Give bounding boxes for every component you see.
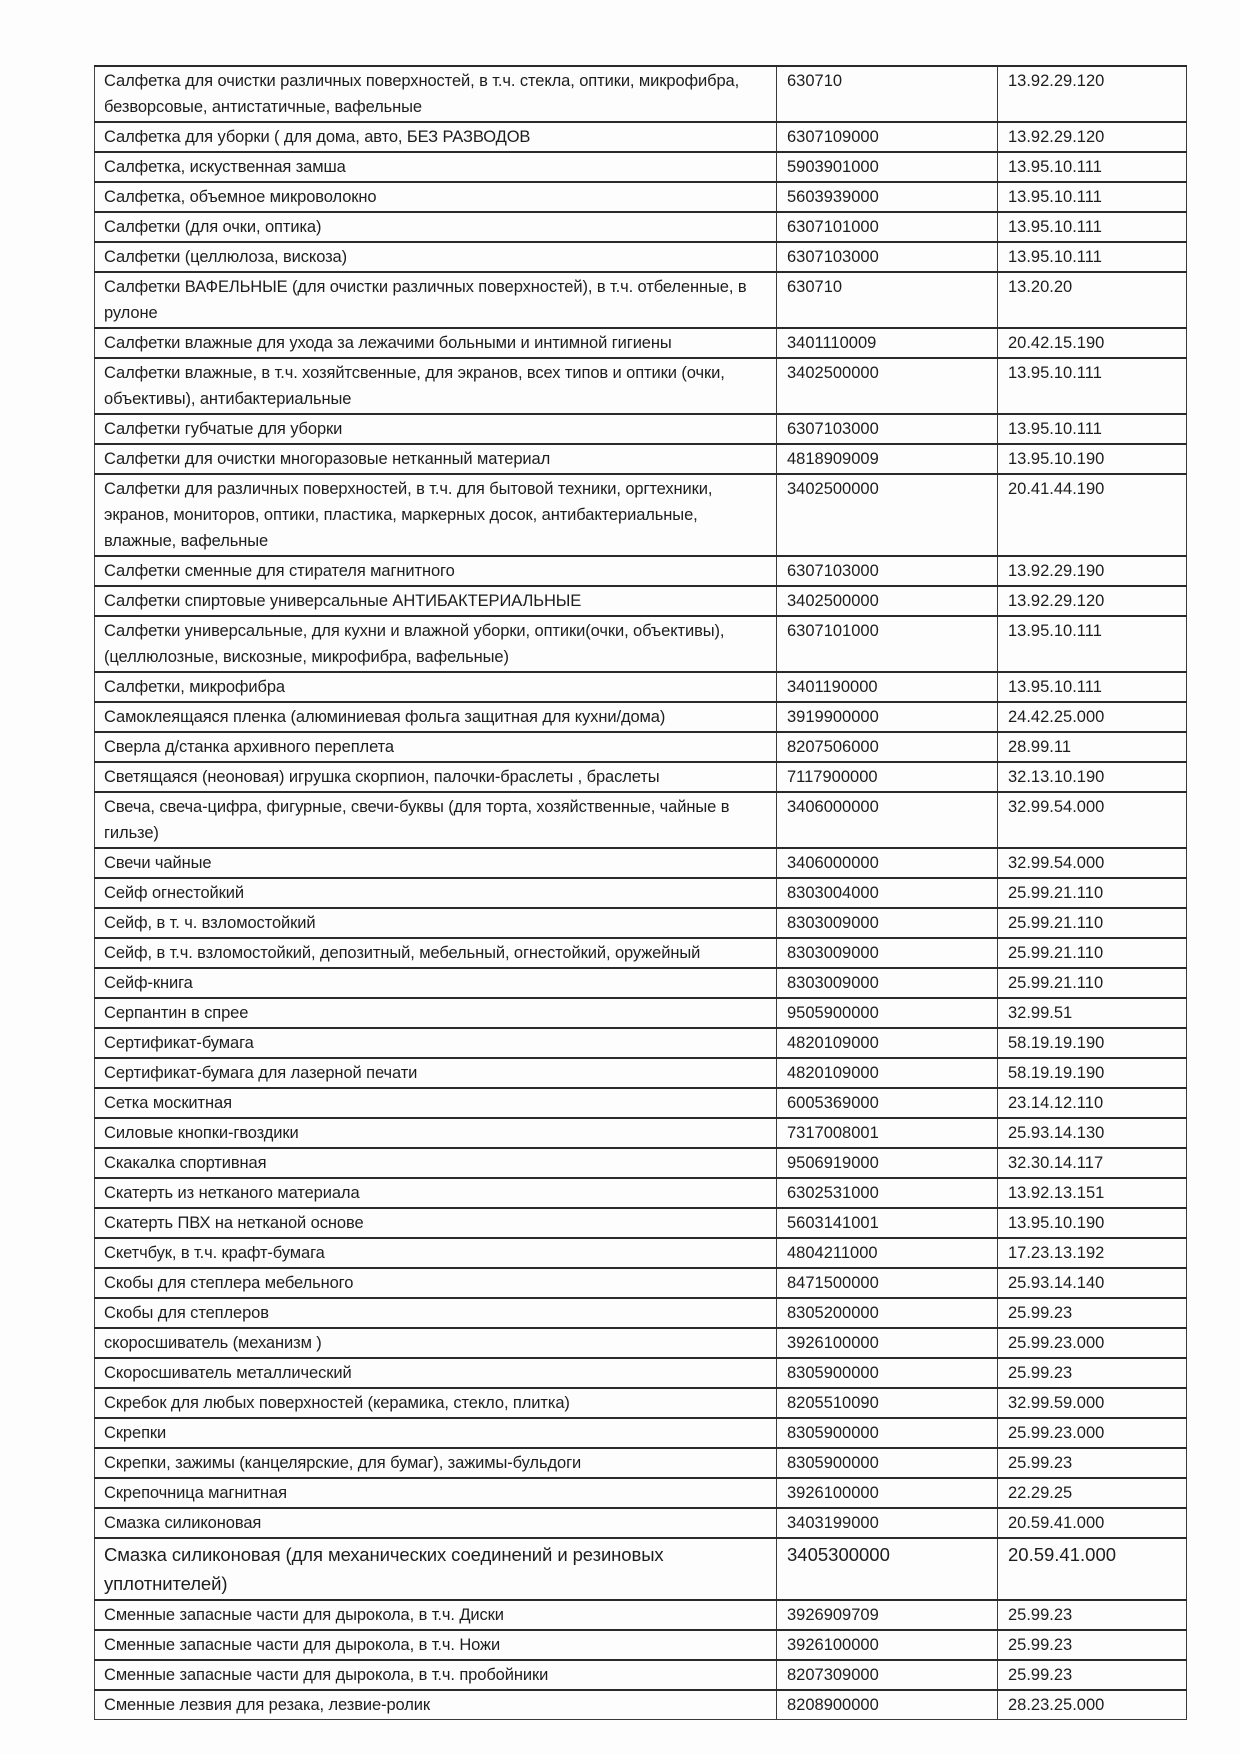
tn-ved-code-cell: 7117900000 — [777, 762, 998, 792]
product-name-cell: Сверла д/станка архивного переплета — [95, 732, 777, 762]
okpd2-code-cell: 32.99.51 — [998, 998, 1187, 1028]
table-row — [95, 702, 1187, 732]
product-name-cell: Сменные запасные части для дырокола, в т.ч. Диски — [95, 1600, 777, 1630]
tn-ved-code-cell: 630710 — [777, 272, 998, 328]
table-row — [95, 938, 1187, 968]
table-row — [95, 358, 1187, 414]
okpd2-code-cell: 25.99.21.110 — [998, 908, 1187, 938]
table-row — [95, 414, 1187, 444]
table-row — [95, 1058, 1187, 1088]
tn-ved-code-cell: 3402500000 — [777, 474, 998, 556]
product-code-table — [94, 65, 1187, 1720]
okpd2-code-cell: 25.99.23 — [998, 1630, 1187, 1660]
product-name-cell: Салфетка, объемное микроволокно — [95, 182, 777, 212]
product-name-cell: Сейф, в т.ч. взломостойкий, депозитный, мебельный, огнестойкий, оружейный — [95, 938, 777, 968]
okpd2-code-cell: 13.20.20 — [998, 272, 1187, 328]
tn-ved-code-cell: 3919900000 — [777, 702, 998, 732]
product-name-cell: Салфетки универсальные, для кухни и влажной уборки, оптики(очки, объективы), (целлюлозные, вискозные, микрофибра, вафельные) — [95, 616, 777, 672]
tn-ved-code-cell: 4818909009 — [777, 444, 998, 474]
tn-ved-code-cell: 5603939000 — [777, 182, 998, 212]
product-name-cell: Самоклеящаяся пленка (алюминиевая фольга защитная для кухни/дома) — [95, 702, 777, 732]
tn-ved-code-cell: 8303009000 — [777, 938, 998, 968]
tn-ved-code-cell: 6307103000 — [777, 414, 998, 444]
tn-ved-code-cell: 6005369000 — [777, 1088, 998, 1118]
product-name-cell: Салфетки для различных поверхностей, в т.ч. для бытовой техники, оргтехники, экранов, мониторов, оптики, пластика, маркерных досок, антибактериальные, влажные, вафельные — [95, 474, 777, 556]
product-name-cell: Сертификат-бумага для лазерной печати — [95, 1058, 777, 1088]
okpd2-code-cell: 25.93.14.140 — [998, 1268, 1187, 1298]
okpd2-code-cell: 13.92.29.120 — [998, 586, 1187, 616]
product-name-cell: Скоросшиватель металлический — [95, 1358, 777, 1388]
table-row — [95, 1358, 1187, 1388]
table-row — [95, 1418, 1187, 1448]
product-name-cell: Скетчбук, в т.ч. крафт-бумага — [95, 1238, 777, 1268]
tn-ved-code-cell: 5903901000 — [777, 152, 998, 182]
table-row — [95, 152, 1187, 182]
okpd2-code-cell: 25.99.21.110 — [998, 968, 1187, 998]
table-row — [95, 848, 1187, 878]
product-name-cell: Серпантин в спрее — [95, 998, 777, 1028]
okpd2-code-cell: 25.99.21.110 — [998, 878, 1187, 908]
okpd2-code-cell: 25.99.23 — [998, 1358, 1187, 1388]
product-name-cell: Сменные лезвия для резака, лезвие-ролик — [95, 1690, 777, 1720]
okpd2-code-cell: 13.95.10.111 — [998, 358, 1187, 414]
okpd2-code-cell: 58.19.19.190 — [998, 1058, 1187, 1088]
table-row — [95, 1600, 1187, 1630]
okpd2-code-cell: 20.59.41.000 — [998, 1538, 1187, 1600]
product-name-cell: Салфетки (для очки, оптика) — [95, 212, 777, 242]
table-row — [95, 1630, 1187, 1660]
okpd2-code-cell: 25.99.23 — [998, 1660, 1187, 1690]
tn-ved-code-cell: 8205510090 — [777, 1388, 998, 1418]
table-row — [95, 762, 1187, 792]
product-name-cell: скоросшиватель (механизм ) — [95, 1328, 777, 1358]
okpd2-code-cell: 32.99.54.000 — [998, 848, 1187, 878]
table-row — [95, 272, 1187, 328]
tn-ved-code-cell: 8303009000 — [777, 968, 998, 998]
table-row — [95, 212, 1187, 242]
table-body — [95, 66, 1187, 1720]
tn-ved-code-cell: 8305900000 — [777, 1358, 998, 1388]
okpd2-code-cell: 58.19.19.190 — [998, 1028, 1187, 1058]
table-row — [95, 1298, 1187, 1328]
product-name-cell: Свечи чайные — [95, 848, 777, 878]
okpd2-code-cell: 32.99.59.000 — [998, 1388, 1187, 1418]
table-row — [95, 1388, 1187, 1418]
table-row — [95, 732, 1187, 762]
product-name-cell: Салфетки влажные, в т.ч. хозяйтсвенные, для экранов, всех типов и оптики (очки, объективы), антибактериальные — [95, 358, 777, 414]
table-row — [95, 474, 1187, 556]
tn-ved-code-cell: 6307103000 — [777, 556, 998, 586]
product-name-cell: Скобы для степлера мебельного — [95, 1268, 777, 1298]
okpd2-code-cell: 32.30.14.117 — [998, 1148, 1187, 1178]
table-row — [95, 1088, 1187, 1118]
product-name-cell: Сменные запасные части для дырокола, в т.ч. пробойники — [95, 1660, 777, 1690]
okpd2-code-cell: 13.92.29.120 — [998, 122, 1187, 152]
okpd2-code-cell: 13.95.10.111 — [998, 182, 1187, 212]
product-name-cell: Скрепочница магнитная — [95, 1478, 777, 1508]
tn-ved-code-cell: 3401110009 — [777, 328, 998, 358]
tn-ved-code-cell: 6307101000 — [777, 616, 998, 672]
product-name-cell: Сейф огнестойкий — [95, 878, 777, 908]
tn-ved-code-cell: 8303004000 — [777, 878, 998, 908]
okpd2-code-cell: 13.92.13.151 — [998, 1178, 1187, 1208]
tn-ved-code-cell: 3926909709 — [777, 1600, 998, 1630]
table-row — [95, 908, 1187, 938]
product-name-cell: Салфетка, искуственная замша — [95, 152, 777, 182]
okpd2-code-cell: 13.95.10.111 — [998, 212, 1187, 242]
tn-ved-code-cell: 6307103000 — [777, 242, 998, 272]
product-name-cell: Скатерть из нетканого материала — [95, 1178, 777, 1208]
okpd2-code-cell: 13.95.10.111 — [998, 242, 1187, 272]
tn-ved-code-cell: 6307109000 — [777, 122, 998, 152]
tn-ved-code-cell: 9505900000 — [777, 998, 998, 1028]
table-row — [95, 1148, 1187, 1178]
product-name-cell: Салфетка для уборки ( для дома, авто, БЕЗ РАЗВОДОВ — [95, 122, 777, 152]
table-row — [95, 1178, 1187, 1208]
table-row — [95, 1238, 1187, 1268]
okpd2-code-cell: 28.23.25.000 — [998, 1690, 1187, 1720]
table-row — [95, 1328, 1187, 1358]
product-name-cell: Светящаяся (неоновая) игрушка скорпион, палочки-браслеты , браслеты — [95, 762, 777, 792]
tn-ved-code-cell: 7317008001 — [777, 1118, 998, 1148]
okpd2-code-cell: 32.99.54.000 — [998, 792, 1187, 848]
table-row — [95, 1508, 1187, 1538]
product-name-cell: Скрепки, зажимы (канцелярские, для бумаг), зажимы-бульдоги — [95, 1448, 777, 1478]
okpd2-code-cell: 25.99.23 — [998, 1298, 1187, 1328]
table-row — [95, 242, 1187, 272]
product-name-cell: Салфетки, микрофибра — [95, 672, 777, 702]
product-name-cell: Сменные запасные части для дырокола, в т.ч. Ножи — [95, 1630, 777, 1660]
product-name-cell: Скрепки — [95, 1418, 777, 1448]
okpd2-code-cell: 25.99.23.000 — [998, 1418, 1187, 1448]
okpd2-code-cell: 32.13.10.190 — [998, 762, 1187, 792]
product-name-cell: Салфетки ВАФЕЛЬНЫЕ (для очистки различных поверхностей), в т.ч. отбеленные, в рулоне — [95, 272, 777, 328]
tn-ved-code-cell: 9506919000 — [777, 1148, 998, 1178]
tn-ved-code-cell: 8303009000 — [777, 908, 998, 938]
product-name-cell: Салфетка для очистки различных поверхностей, в т.ч. стекла, оптики, микрофибра, безворсовые, антистатичные, вафельные — [95, 66, 777, 122]
product-name-cell: Салфетки для очистки многоразовые нетканный материал — [95, 444, 777, 474]
tn-ved-code-cell: 3402500000 — [777, 586, 998, 616]
okpd2-code-cell: 13.95.10.190 — [998, 1208, 1187, 1238]
table-row — [95, 1478, 1187, 1508]
tn-ved-code-cell: 4804211000 — [777, 1238, 998, 1268]
tn-ved-code-cell: 8305200000 — [777, 1298, 998, 1328]
okpd2-code-cell: 23.14.12.110 — [998, 1088, 1187, 1118]
product-name-cell: Салфетки сменные для стирателя магнитного — [95, 556, 777, 586]
tn-ved-code-cell: 3926100000 — [777, 1630, 998, 1660]
table-row — [95, 1448, 1187, 1478]
product-name-cell: Скакалка спортивная — [95, 1148, 777, 1178]
table-row — [95, 1538, 1187, 1600]
table-row — [95, 444, 1187, 474]
table-row — [95, 998, 1187, 1028]
tn-ved-code-cell: 8208900000 — [777, 1690, 998, 1720]
tn-ved-code-cell: 3403199000 — [777, 1508, 998, 1538]
table-row — [95, 616, 1187, 672]
okpd2-code-cell: 24.42.25.000 — [998, 702, 1187, 732]
product-name-cell: Салфетки влажные для ухода за лежачими больными и интимной гигиены — [95, 328, 777, 358]
tn-ved-code-cell: 3406000000 — [777, 848, 998, 878]
tn-ved-code-cell: 4820109000 — [777, 1028, 998, 1058]
table-row — [95, 1690, 1187, 1720]
tn-ved-code-cell: 8305900000 — [777, 1448, 998, 1478]
okpd2-code-cell: 22.29.25 — [998, 1478, 1187, 1508]
tn-ved-code-cell: 3926100000 — [777, 1478, 998, 1508]
tn-ved-code-cell: 3405300000 — [777, 1538, 998, 1600]
okpd2-code-cell: 13.95.10.111 — [998, 616, 1187, 672]
tn-ved-code-cell: 8207309000 — [777, 1660, 998, 1690]
table-row — [95, 1028, 1187, 1058]
table-row — [95, 328, 1187, 358]
okpd2-code-cell: 17.23.13.192 — [998, 1238, 1187, 1268]
table-row — [95, 1660, 1187, 1690]
tn-ved-code-cell: 3402500000 — [777, 358, 998, 414]
table-row — [95, 586, 1187, 616]
tn-ved-code-cell: 4820109000 — [777, 1058, 998, 1088]
product-name-cell: Салфетки губчатые для уборки — [95, 414, 777, 444]
table-row — [95, 1208, 1187, 1238]
tn-ved-code-cell: 3926100000 — [777, 1328, 998, 1358]
table-row — [95, 182, 1187, 212]
product-name-cell: Сейф-книга — [95, 968, 777, 998]
product-name-cell: Скатерть ПВХ на нетканой основе — [95, 1208, 777, 1238]
table-row — [95, 1118, 1187, 1148]
okpd2-code-cell: 13.92.29.190 — [998, 556, 1187, 586]
table-row — [95, 792, 1187, 848]
okpd2-code-cell: 13.95.10.190 — [998, 444, 1187, 474]
product-name-cell: Сейф, в т. ч. взломостойкий — [95, 908, 777, 938]
tn-ved-code-cell: 8471500000 — [777, 1268, 998, 1298]
okpd2-code-cell: 28.99.11 — [998, 732, 1187, 762]
table-row — [95, 556, 1187, 586]
okpd2-code-cell: 25.99.23 — [998, 1448, 1187, 1478]
tn-ved-code-cell: 8207506000 — [777, 732, 998, 762]
product-name-cell: Салфетки спиртовые универсальные АНТИБАКТЕРИАЛЬНЫЕ — [95, 586, 777, 616]
tn-ved-code-cell: 6302531000 — [777, 1178, 998, 1208]
product-name-cell: Сертификат-бумага — [95, 1028, 777, 1058]
tn-ved-code-cell: 630710 — [777, 66, 998, 122]
table-row — [95, 122, 1187, 152]
table-row — [95, 66, 1187, 122]
okpd2-code-cell: 25.99.23.000 — [998, 1328, 1187, 1358]
okpd2-code-cell: 25.93.14.130 — [998, 1118, 1187, 1148]
product-name-cell: Смазка силиконовая (для механических соединений и резиновых уплотнителей) — [95, 1538, 777, 1600]
product-name-cell: Скобы для степлеров — [95, 1298, 777, 1328]
product-name-cell: Салфетки (целлюлоза, вискоза) — [95, 242, 777, 272]
product-name-cell: Скребок для любых поверхностей (керамика, стекло, плитка) — [95, 1388, 777, 1418]
table-row — [95, 968, 1187, 998]
table-row — [95, 878, 1187, 908]
okpd2-code-cell: 25.99.21.110 — [998, 938, 1187, 968]
okpd2-code-cell: 25.99.23 — [998, 1600, 1187, 1630]
tn-ved-code-cell: 3401190000 — [777, 672, 998, 702]
tn-ved-code-cell: 8305900000 — [777, 1418, 998, 1448]
okpd2-code-cell: 20.59.41.000 — [998, 1508, 1187, 1538]
product-name-cell: Сетка москитная — [95, 1088, 777, 1118]
tn-ved-code-cell: 5603141001 — [777, 1208, 998, 1238]
table-row — [95, 1268, 1187, 1298]
product-name-cell: Смазка силиконовая — [95, 1508, 777, 1538]
table-row — [95, 672, 1187, 702]
okpd2-code-cell: 13.95.10.111 — [998, 152, 1187, 182]
okpd2-code-cell: 13.95.10.111 — [998, 672, 1187, 702]
product-name-cell: Силовые кнопки-гвоздики — [95, 1118, 777, 1148]
okpd2-code-cell: 20.41.44.190 — [998, 474, 1187, 556]
okpd2-code-cell: 13.92.29.120 — [998, 66, 1187, 122]
tn-ved-code-cell: 6307101000 — [777, 212, 998, 242]
okpd2-code-cell: 13.95.10.111 — [998, 414, 1187, 444]
okpd2-code-cell: 20.42.15.190 — [998, 328, 1187, 358]
product-name-cell: Свеча, свеча-цифра, фигурные, свечи-буквы (для торта, хозяйственные, чайные в гильзе) — [95, 792, 777, 848]
tn-ved-code-cell: 3406000000 — [777, 792, 998, 848]
